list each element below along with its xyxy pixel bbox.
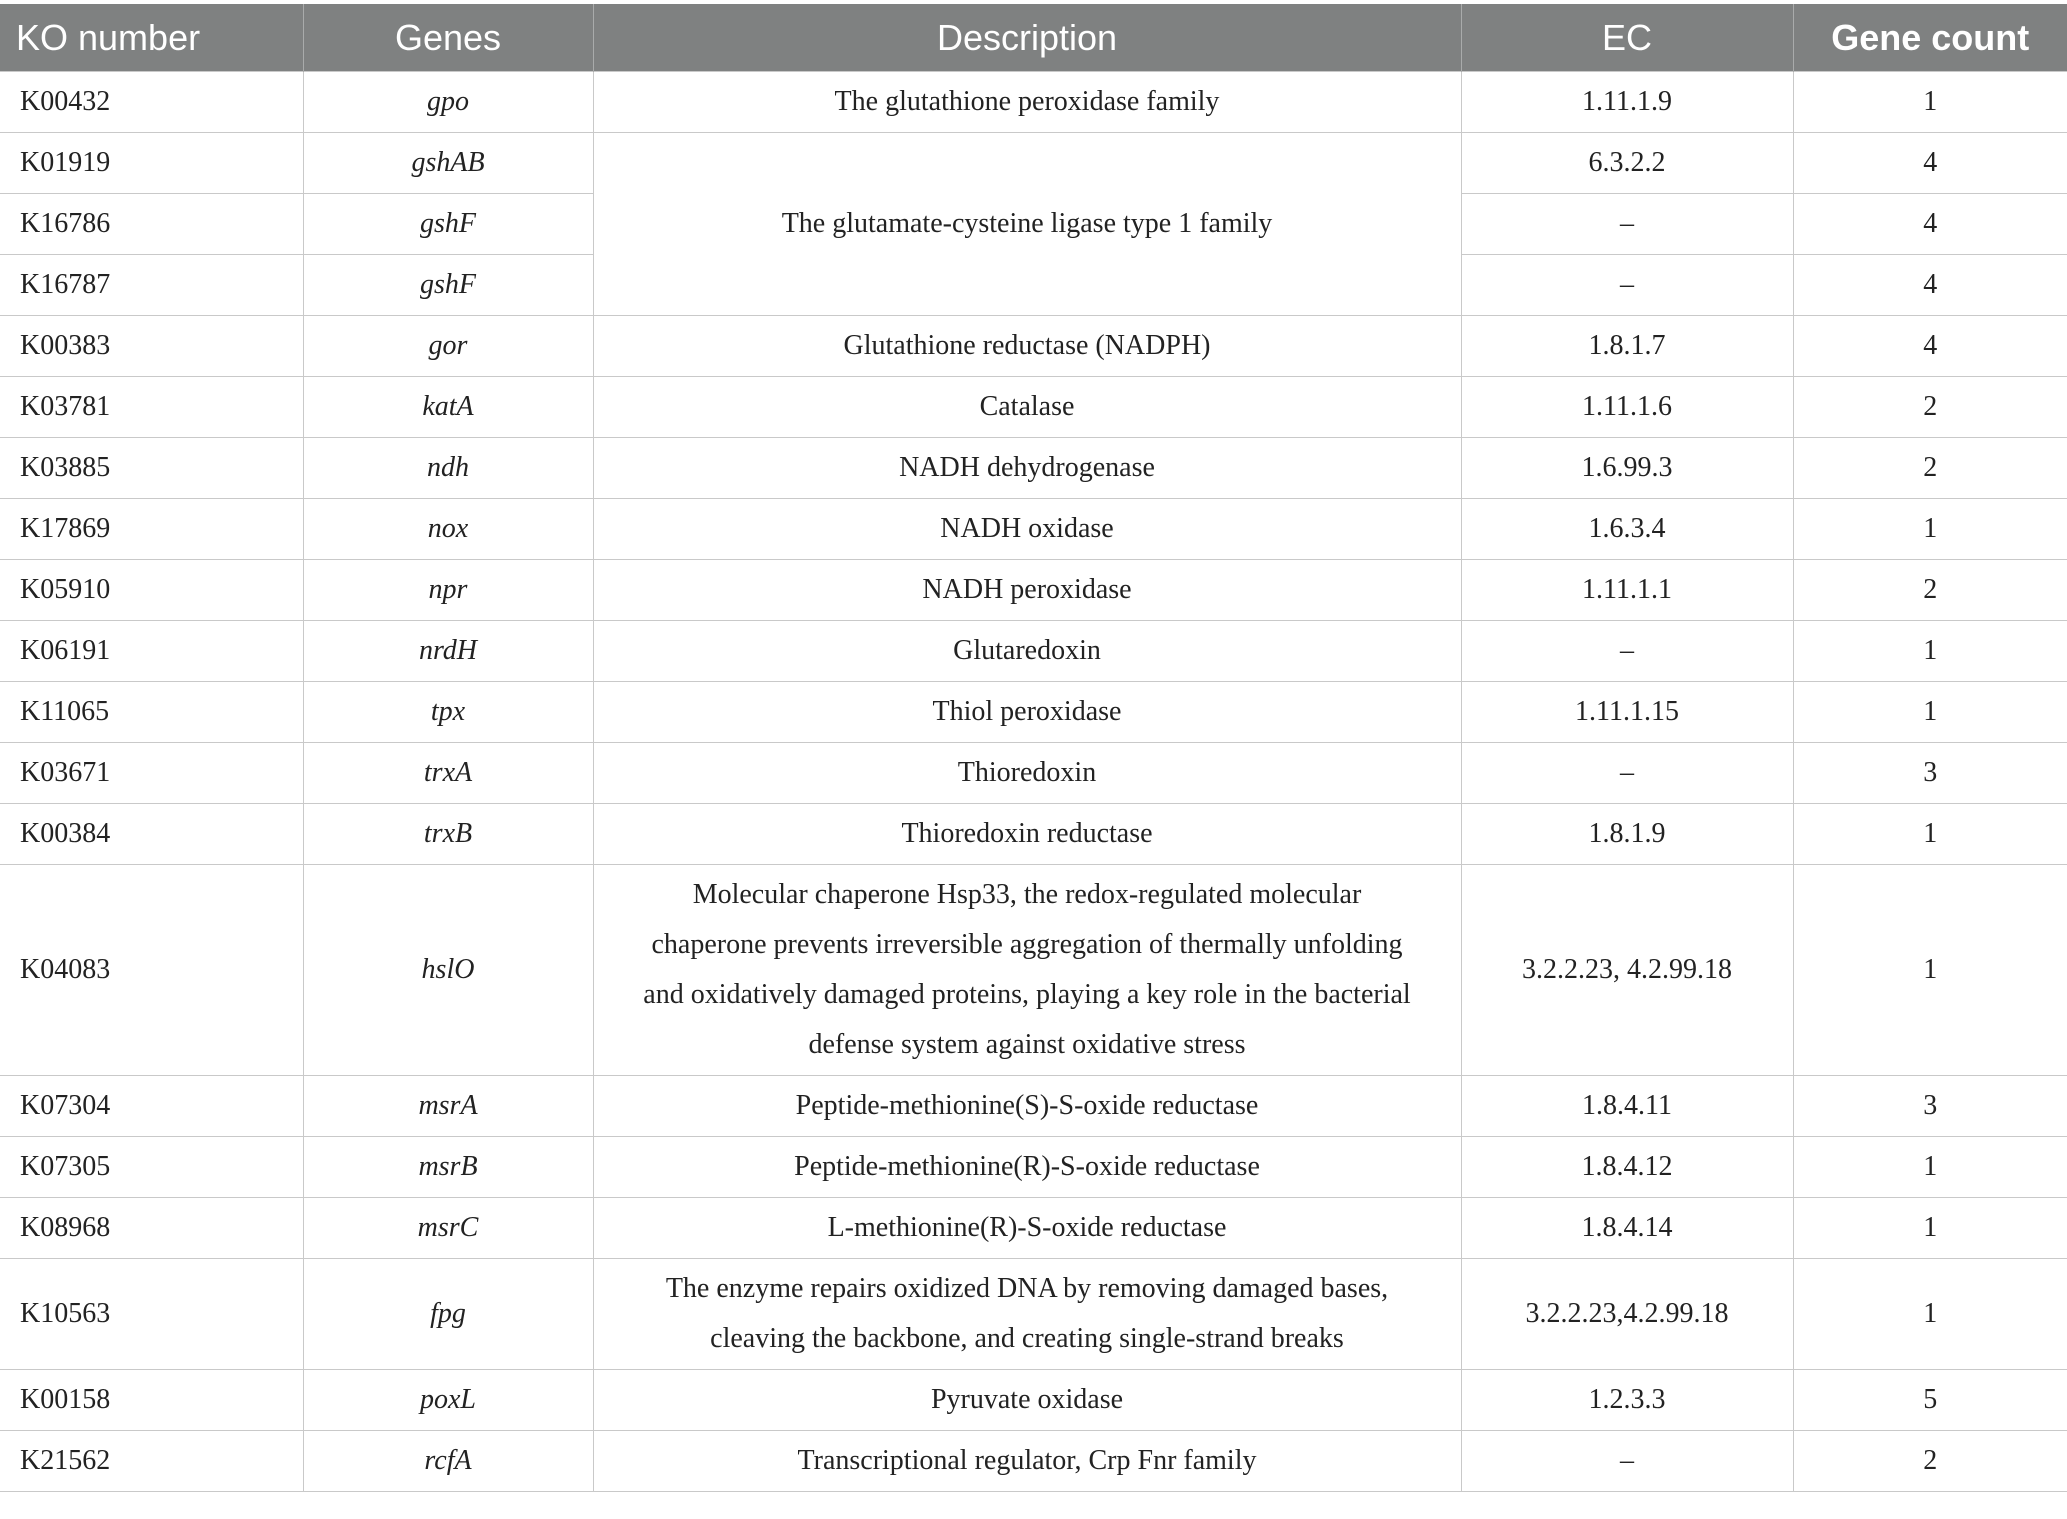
- cell-gene: nrdH: [303, 621, 593, 682]
- cell-ec: 1.8.4.11: [1461, 1076, 1793, 1137]
- cell-ko: K00158: [0, 1370, 303, 1431]
- cell-ko: K10563: [0, 1259, 303, 1370]
- cell-gene: nox: [303, 499, 593, 560]
- cell-count: 1: [1793, 499, 2067, 560]
- cell-gene: gpo: [303, 72, 593, 133]
- cell-ko: K03781: [0, 377, 303, 438]
- cell-description: Thioredoxin reductase: [593, 804, 1461, 865]
- table-row: [0, 743, 2067, 804]
- table-row: [0, 133, 2067, 194]
- cell-count: 5: [1793, 1370, 2067, 1431]
- cell-count: 3: [1793, 1076, 2067, 1137]
- cell-ec: 1.8.4.12: [1461, 1137, 1793, 1198]
- cell-ec: –: [1461, 1431, 1793, 1492]
- cell-ko: K06191: [0, 621, 303, 682]
- cell-count: 1: [1793, 682, 2067, 743]
- cell-gene: fpg: [303, 1259, 593, 1370]
- table-row: [0, 1076, 2067, 1137]
- cell-description: NADH oxidase: [593, 499, 1461, 560]
- cell-description: The enzyme repairs oxidized DNA by removing damaged bases, cleaving the backbone, and creating single-strand breaks: [593, 1259, 1461, 1370]
- cell-count: 4: [1793, 133, 2067, 194]
- cell-gene: ndh: [303, 438, 593, 499]
- cell-description: Glutaredoxin: [593, 621, 1461, 682]
- table-row: [0, 1198, 2067, 1259]
- cell-ko: K00383: [0, 316, 303, 377]
- table-row: [0, 804, 2067, 865]
- cell-ec: 1.8.4.14: [1461, 1198, 1793, 1259]
- cell-count: 1: [1793, 1198, 2067, 1259]
- cell-count: 2: [1793, 438, 2067, 499]
- table-row: [0, 1259, 2067, 1370]
- cell-description: Thioredoxin: [593, 743, 1461, 804]
- header-ec: EC: [1461, 4, 1793, 72]
- table-row: [0, 316, 2067, 377]
- cell-gene: msrA: [303, 1076, 593, 1137]
- cell-ko: K08968: [0, 1198, 303, 1259]
- data-table-wrapper: [0, 4, 2067, 1492]
- cell-count: 4: [1793, 255, 2067, 316]
- cell-ec: 3.2.2.23, 4.2.99.18: [1461, 865, 1793, 1076]
- table-header: [0, 4, 2067, 72]
- cell-gene: tpx: [303, 682, 593, 743]
- table-row: [0, 1431, 2067, 1492]
- cell-description: NADH dehydrogenase: [593, 438, 1461, 499]
- cell-description: Glutathione reductase (NADPH): [593, 316, 1461, 377]
- cell-ko: K21562: [0, 1431, 303, 1492]
- cell-ec: –: [1461, 194, 1793, 255]
- cell-ko: K01919: [0, 133, 303, 194]
- table-row: [0, 682, 2067, 743]
- cell-ko: K05910: [0, 560, 303, 621]
- cell-gene: msrC: [303, 1198, 593, 1259]
- cell-ko: K11065: [0, 682, 303, 743]
- cell-count: 2: [1793, 377, 2067, 438]
- cell-ko: K07305: [0, 1137, 303, 1198]
- cell-count: 1: [1793, 1259, 2067, 1370]
- cell-ec: 1.6.3.4: [1461, 499, 1793, 560]
- cell-ec: –: [1461, 743, 1793, 804]
- table-row: [0, 438, 2067, 499]
- cell-ec: 1.6.99.3: [1461, 438, 1793, 499]
- cell-gene: trxA: [303, 743, 593, 804]
- cell-ec: 1.8.1.9: [1461, 804, 1793, 865]
- cell-ko: K17869: [0, 499, 303, 560]
- cell-description: Peptide-methionine(R)-S-oxide reductase: [593, 1137, 1461, 1198]
- cell-ec: 1.2.3.3: [1461, 1370, 1793, 1431]
- cell-count: 1: [1793, 1137, 2067, 1198]
- cell-ec: 6.3.2.2: [1461, 133, 1793, 194]
- cell-ko: K00432: [0, 72, 303, 133]
- cell-gene: npr: [303, 560, 593, 621]
- cell-description: The glutathione peroxidase family: [593, 72, 1461, 133]
- cell-count: 2: [1793, 1431, 2067, 1492]
- cell-gene: gor: [303, 316, 593, 377]
- cell-gene: trxB: [303, 804, 593, 865]
- cell-count: 1: [1793, 865, 2067, 1076]
- cell-ko: K16786: [0, 194, 303, 255]
- cell-ec: 1.8.1.7: [1461, 316, 1793, 377]
- table-row: [0, 1370, 2067, 1431]
- table-row: [0, 1137, 2067, 1198]
- cell-ec: 1.11.1.1: [1461, 560, 1793, 621]
- cell-count: 4: [1793, 316, 2067, 377]
- header-genes: Genes: [303, 4, 593, 72]
- cell-ec: 1.11.1.6: [1461, 377, 1793, 438]
- table-row: [0, 499, 2067, 560]
- cell-description: Pyruvate oxidase: [593, 1370, 1461, 1431]
- cell-count: 2: [1793, 560, 2067, 621]
- cell-description: Molecular chaperone Hsp33, the redox-regulated molecular chaperone prevents irreversible aggregation of thermally unfolding and oxidatively damaged proteins, playing a key role in the bacterial defense system against oxidative stress: [593, 865, 1461, 1076]
- cell-gene: gshF: [303, 194, 593, 255]
- cell-ko: K16787: [0, 255, 303, 316]
- cell-gene: katA: [303, 377, 593, 438]
- ko-gene-table: [0, 4, 2067, 1492]
- cell-ko: K04083: [0, 865, 303, 1076]
- cell-ec: –: [1461, 621, 1793, 682]
- cell-count: 3: [1793, 743, 2067, 804]
- cell-ko: K07304: [0, 1076, 303, 1137]
- cell-ec: 1.11.1.15: [1461, 682, 1793, 743]
- cell-description: Catalase: [593, 377, 1461, 438]
- table-row: [0, 72, 2067, 133]
- cell-description: NADH peroxidase: [593, 560, 1461, 621]
- cell-gene: hslO: [303, 865, 593, 1076]
- cell-ko: K03885: [0, 438, 303, 499]
- cell-gene: gshAB: [303, 133, 593, 194]
- cell-gene: poxL: [303, 1370, 593, 1431]
- cell-description: Thiol peroxidase: [593, 682, 1461, 743]
- cell-count: 1: [1793, 72, 2067, 133]
- header-row: [0, 4, 2067, 72]
- cell-ec: –: [1461, 255, 1793, 316]
- table-row: [0, 865, 2067, 1076]
- cell-count: 1: [1793, 621, 2067, 682]
- cell-count: 4: [1793, 194, 2067, 255]
- cell-gene: msrB: [303, 1137, 593, 1198]
- header-gene-count: Gene count: [1793, 4, 2067, 72]
- cell-gene: gshF: [303, 255, 593, 316]
- cell-description: Transcriptional regulator, Crp Fnr family: [593, 1431, 1461, 1492]
- table-row: [0, 621, 2067, 682]
- header-ko-number: KO number: [0, 4, 303, 72]
- table-body: [0, 72, 2067, 1492]
- cell-ko: K00384: [0, 804, 303, 865]
- table-row: [0, 560, 2067, 621]
- cell-description-merged: The glutamate-cysteine ligase type 1 family: [593, 133, 1461, 316]
- cell-description: L-methionine(R)-S-oxide reductase: [593, 1198, 1461, 1259]
- header-description: Description: [593, 4, 1461, 72]
- cell-description: Peptide-methionine(S)-S-oxide reductase: [593, 1076, 1461, 1137]
- cell-count: 1: [1793, 804, 2067, 865]
- cell-gene: rcfA: [303, 1431, 593, 1492]
- cell-ec: 3.2.2.23,4.2.99.18: [1461, 1259, 1793, 1370]
- cell-ec: 1.11.1.9: [1461, 72, 1793, 133]
- cell-ko: K03671: [0, 743, 303, 804]
- table-row: [0, 377, 2067, 438]
